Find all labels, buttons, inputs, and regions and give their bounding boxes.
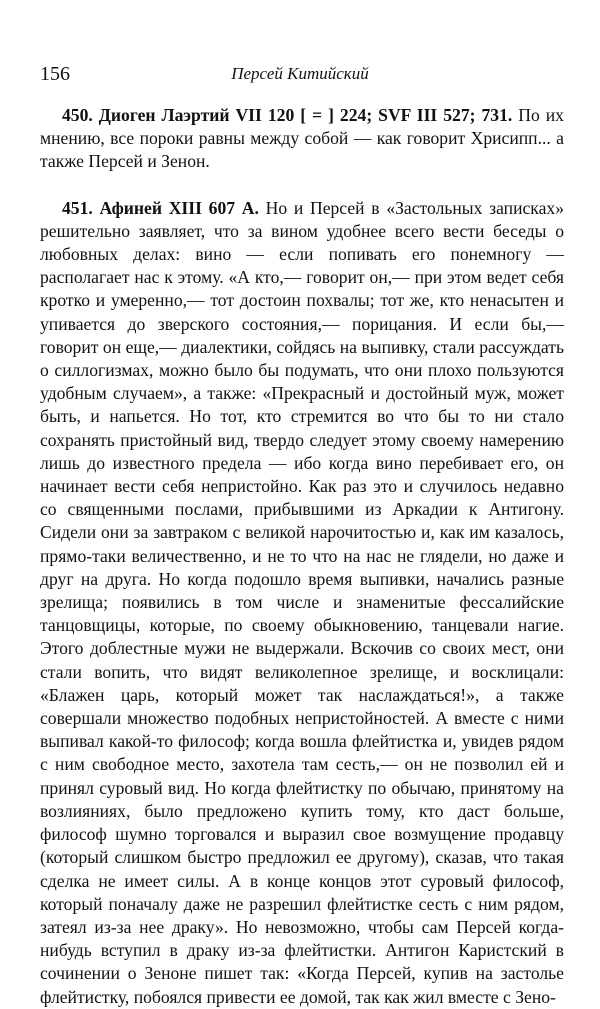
page-number: 156 xyxy=(40,63,70,85)
page-header xyxy=(40,62,560,86)
entry-451 xyxy=(40,197,564,1009)
entry-number: 451. xyxy=(62,197,93,218)
entry-reference: Афиней XIII 607 А. xyxy=(99,197,259,218)
running-title: Персей Китийский xyxy=(231,64,369,83)
entry-reference: Диоген Лаэртий VII 120 [ = ] 224; SVF III 527; 731. xyxy=(98,105,513,125)
entry-450 xyxy=(40,104,564,174)
entry-number: 450. xyxy=(62,105,93,125)
body-text xyxy=(40,104,564,1009)
entry-text: Но и Персей в «Застольных записках» решительно заявляет, что за вином удобнее всего вести беседы о любовных делах: вино — если попивать его понемногу — располагает нас к этому. «А кто,— говорит он,— при этом ведет себя кротко и умеренно,— тот достоин похвалы; тот же, кто ненасытен и упивается до зверского состояния,— порицания. И если бы,— говорит он еще,— диалектики, сойдясь на выпивку, стали рассуждать о силлогизмах, можно было бы подумать, что они плохо пользуются удобным случаем», а также: «Прекрасный и достойный муж, может быть, и напьется. Но тот, кто стремится во что бы то ни стало сохранять пристойный вид, твердо следует этому своему намерению лишь до известного предела — ибо когда вино перебивает его, он начинает вести себя непристойно. Как раз это и случилось недавно со священными послами, прибывшими из Аркадии к Антигону. Сидели они за завтраком с великой нарочитостью и, как им казалось, прямо-таки величественно, и не то что на нас не глядели, но даже и друг на друга. Но когда подошло время выпивки, начались разные зрелища; появились в том числе и знаменитые фессалийские танцовщицы, которые, по своему обыкновению, танцевали нагие. Этого доблестные мужи не выдержали. Вскочив со своих мест, они стали вопить, что видят великолепное зрелище, и восклицали: «Блажен царь, который может так наслаждаться!», а также совершали множество подобных непристойностей. А вместе с ними выпивал какой-то философ; когда вошла флейтистка и, увидев рядом с ним свободное место, захотела там сесть,— он не позволил ей и принял суровый вид. Но когда флейтистку по обычаю, принятому на возлияниях, было предложено купить тому, кто даст больше, философ шумно торговался и выразил свое возмущение продавцу (который слишком быстро предложил ее другому), сказав, что такая сделка не имеет силы. А в конце концов этот суровый философ, который поначалу даже не разрешил флейтистке сесть с ним рядом, затеял из-за нее драку». Но невозможно, чтобы сам Персей когда-нибудь вступил в драку из-за флейтистки. Антигон Каристский в сочинении о Зеноне пишет так: «Когда Персей, купив на застолье флейтистку, побоялся привести ее домой, так как жил вместе с Зено- xyxy=(40,197,564,1007)
entry-text: По их мнению, все пороки равны между собой — как говорит Хрисипп... а также Персей и Зенон. xyxy=(40,105,564,172)
